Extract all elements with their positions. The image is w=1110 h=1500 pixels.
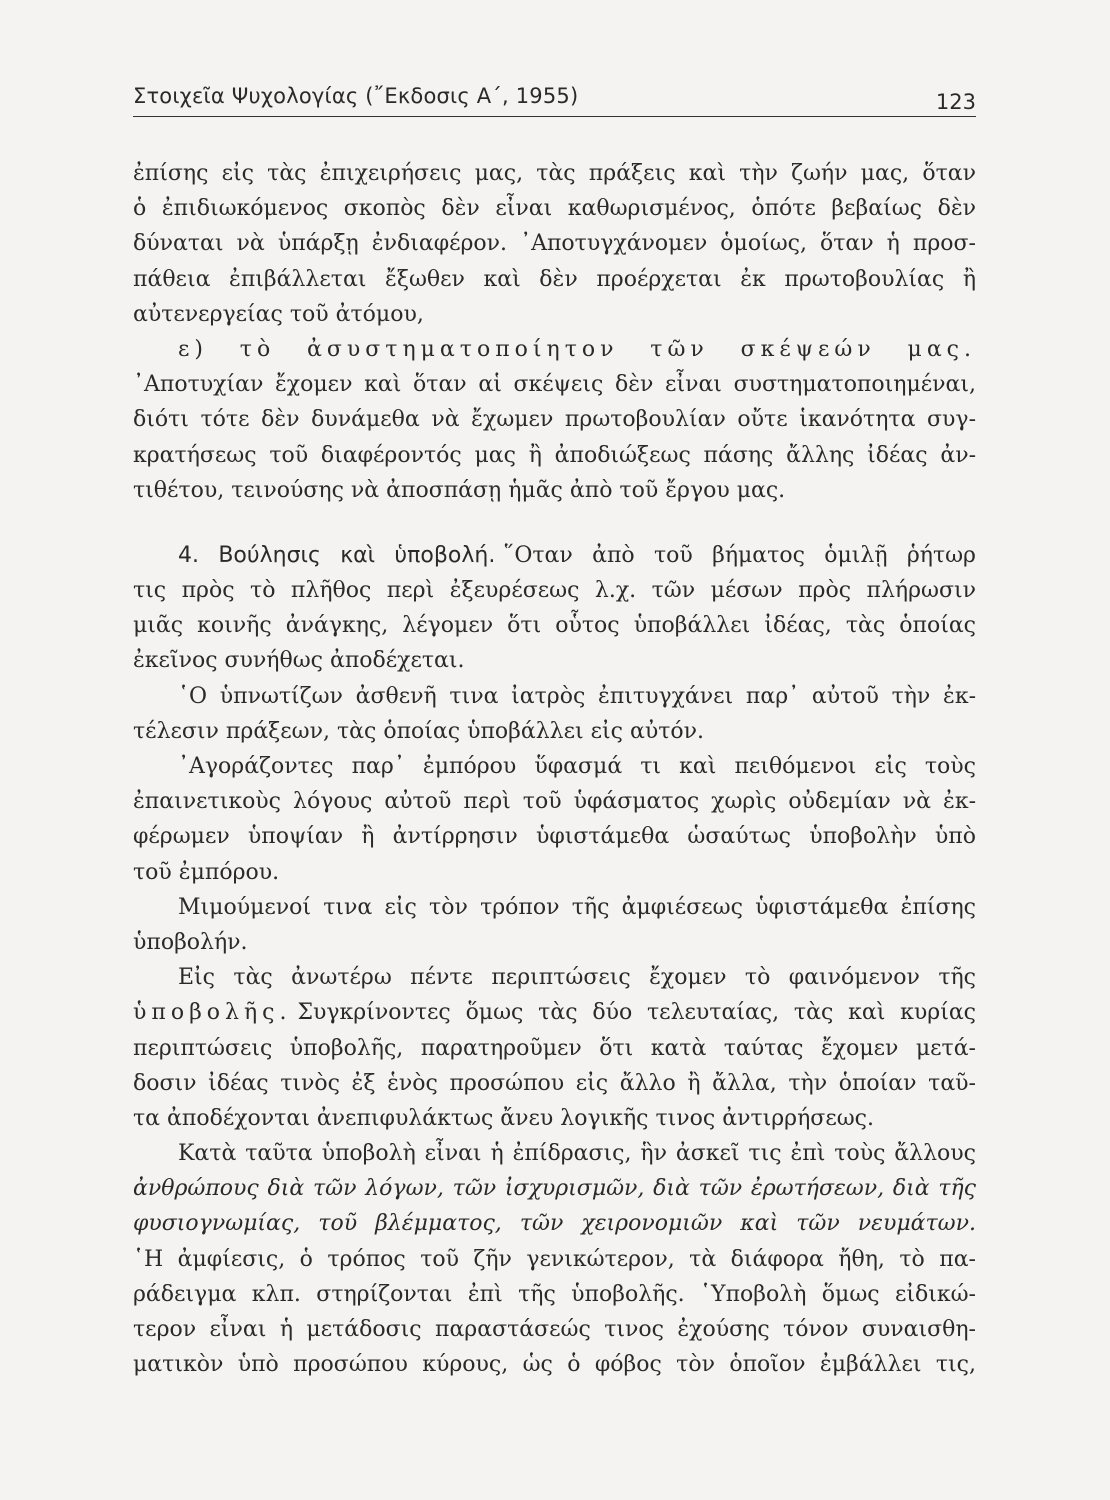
text-line: κρατήσεως τοῦ διαφέροντός μας ἢ ἀποδιώξεως πάσης ἄλλης ἰδέας ἀν- (133, 442, 976, 468)
list-item-e: ε) τὸ ἀσυστηματοποίητον τῶν σκέψεών μας. (178, 336, 976, 362)
text-line: πάθεια ἐπιβάλλεται ἔξωθεν καὶ δὲν προέρχεται ἐκ πρωτοβουλίας ἢ (133, 266, 976, 292)
text-fragment: ῞Οταν ἀπὸ τοῦ βήματος ὁμιλῇ ῥήτωρ (503, 542, 976, 568)
page-number: 123 (935, 90, 976, 114)
text-line: ράδειγμα κλπ. στηρίζονται ἐπὶ τῆς ὑποβολῆς. ῾Υποβολὴ ὅμως εἰδικώ- (133, 1281, 976, 1307)
text-line: τέλεσιν πράξεων, τὰς ὁποίας ὑποβάλλει εἰς αὐτόν. (133, 718, 704, 744)
text-line: ὑποβολήν. (133, 929, 248, 955)
text-line: Εἰς τὰς ἀνωτέρω πέντε περιπτώσεις ἔχομεν τὸ φαινόμενον τῆς (178, 965, 976, 991)
text-line: ἐκεῖνος συνήθως ἀποδέχεται. (133, 648, 465, 674)
text-line: ῾Η ἀμφίεσις, ὁ τρόπος τοῦ ζῆν γενικώτερον, τὰ διάφορα ἤθη, τὸ πα- (133, 1246, 976, 1272)
text-line: ματικὸν ὑπὸ προσώπου κύρους, ὡς ὁ φόβος τὸν ὁποῖον ἐμβάλλει τις, (133, 1352, 976, 1378)
text-line: ἀνθρώπους διὰ τῶν λόγων, τῶν ἰσχυρισμῶν, διὰ τῶν ἐρωτήσεων, διὰ τῆς (133, 1176, 976, 1202)
text-line: Κατὰ ταῦτα ὑποβολὴ εἶναι ἡ ἐπίδρασις, ἣν ἀσκεῖ τις ἐπὶ τοὺς ἄλλους (178, 1141, 976, 1167)
text-line: μιᾶς κοινῆς ἀνάγκης, λέγομεν ὅτι οὗτος ὑποβάλλει ἰδέας, τὰς ὁποίας (133, 613, 976, 639)
text-line: ᾿Αγοράζοντες παρ᾽ ἐμπόρου ὕφασμά τι καὶ πειθόμενοι εἰς τοὺς (178, 754, 976, 779)
text-line: περιπτώσεις ὑποβολῆς, παρατηροῦμεν ὅτι κατὰ ταύτας ἔχομεν μετά- (133, 1035, 976, 1061)
text-line: ἐπίσης εἰς τὰς ἐπιχειρήσεις μας, τὰς πράξεις καὶ τὴν ζωήν μας, ὅταν (133, 161, 976, 186)
section-heading: 4. Βούλησις καὶ ὑποβολή. (178, 542, 496, 568)
text-line (133, 995, 976, 1030)
text-line: δοσιν ἰδέας τινὸς ἐξ ἑνὸς προσώπου εἰς ἄλλο ἢ ἄλλα, τὴν ὁποίαν ταῦ- (133, 1070, 976, 1096)
text-line: ᾿Αποτυχίαν ἔχομεν καὶ ὅταν αἱ σκέψεις δὲν εἶναι συστηματοποιημέναι, (133, 372, 976, 398)
section-heading-line (133, 538, 976, 573)
section-gap (133, 508, 976, 538)
text-line: τιθέτου, τεινούσης νὰ ἀποσπάσῃ ἡμᾶς ἀπὸ τοῦ ἔργου μας. (133, 477, 786, 503)
spaced-term: ὑποβολῆς. (133, 1000, 292, 1026)
text-line: ἐπαινετικοὺς λόγους αὐτοῦ περὶ τοῦ ὑφάσματος χωρὶς οὐδεμίαν νὰ ἐκ- (133, 789, 976, 815)
text-line: τα ἀποδέχονται ἀνεπιφυλάκτως ἄνευ λογικῆς τινος ἀντιρρήσεως. (133, 1105, 874, 1131)
text-line: ὁ ἐπιδιωκόμενος σκοπὸς δὲν εἶναι καθωρισμένος, ὁπότε βεβαίως δὲν (133, 196, 976, 222)
text-line: δύναται νὰ ὑπάρξῃ ἐνδιαφέρον. ᾿Αποτυγχάνομεν ὁμοίως, ὅταν ἡ προσ- (133, 231, 976, 257)
text-line: αὐτενεργείας τοῦ ἀτόμου, (133, 301, 424, 327)
text-line: Μιμούμενοί τινα εἰς τὸν τρόπον τῆς ἀμφιέσεως ὑφιστάμεθα ἐπίσης (178, 894, 976, 920)
text-line: τερον εἶναι ἡ μετάδοσις παραστάσεώς τινος ἐχούσης τόνον συναισθη- (133, 1317, 976, 1342)
text-line: ῾Ο ὑπνωτίζων ἀσθενῆ τινα ἰατρὸς ἐπιτυγχάνει παρ᾽ αὐτοῦ τὴν ἐκ- (178, 683, 976, 709)
text-line: τοῦ ἐμπόρου. (133, 859, 280, 885)
text-line: φυσιογνωμίας, τοῦ βλέμματος, τῶν χειρονομιῶν καὶ τῶν νευμάτων. (133, 1211, 976, 1237)
text-line: τις πρὸς τὸ πλῆθος περὶ ἐξευρέσεως λ.χ. τῶν μέσων πρὸς πλήρωσιν (133, 578, 976, 604)
page-body (133, 156, 976, 1382)
page-header (133, 82, 976, 117)
running-title: Στοιχεῖα Ψυχολογίας (῎Εκδοσις Α΄, 1955) (133, 84, 579, 108)
text-line: διότι τότε δὲν δυνάμεθα νὰ ἔχωμεν πρωτοβουλίαν οὔτε ἱκανότητα συγ- (133, 407, 976, 433)
text-fragment: Συγκρίνοντες ὅμως τὰς δύο τελευταίας, τὰς καὶ κυρίας (297, 1000, 976, 1026)
text-line: φέρωμεν ὑποψίαν ἢ ἀντίρρησιν ὑφιστάμεθα ὡσαύτως ὑποβολὴν ὑπὸ (133, 824, 976, 850)
